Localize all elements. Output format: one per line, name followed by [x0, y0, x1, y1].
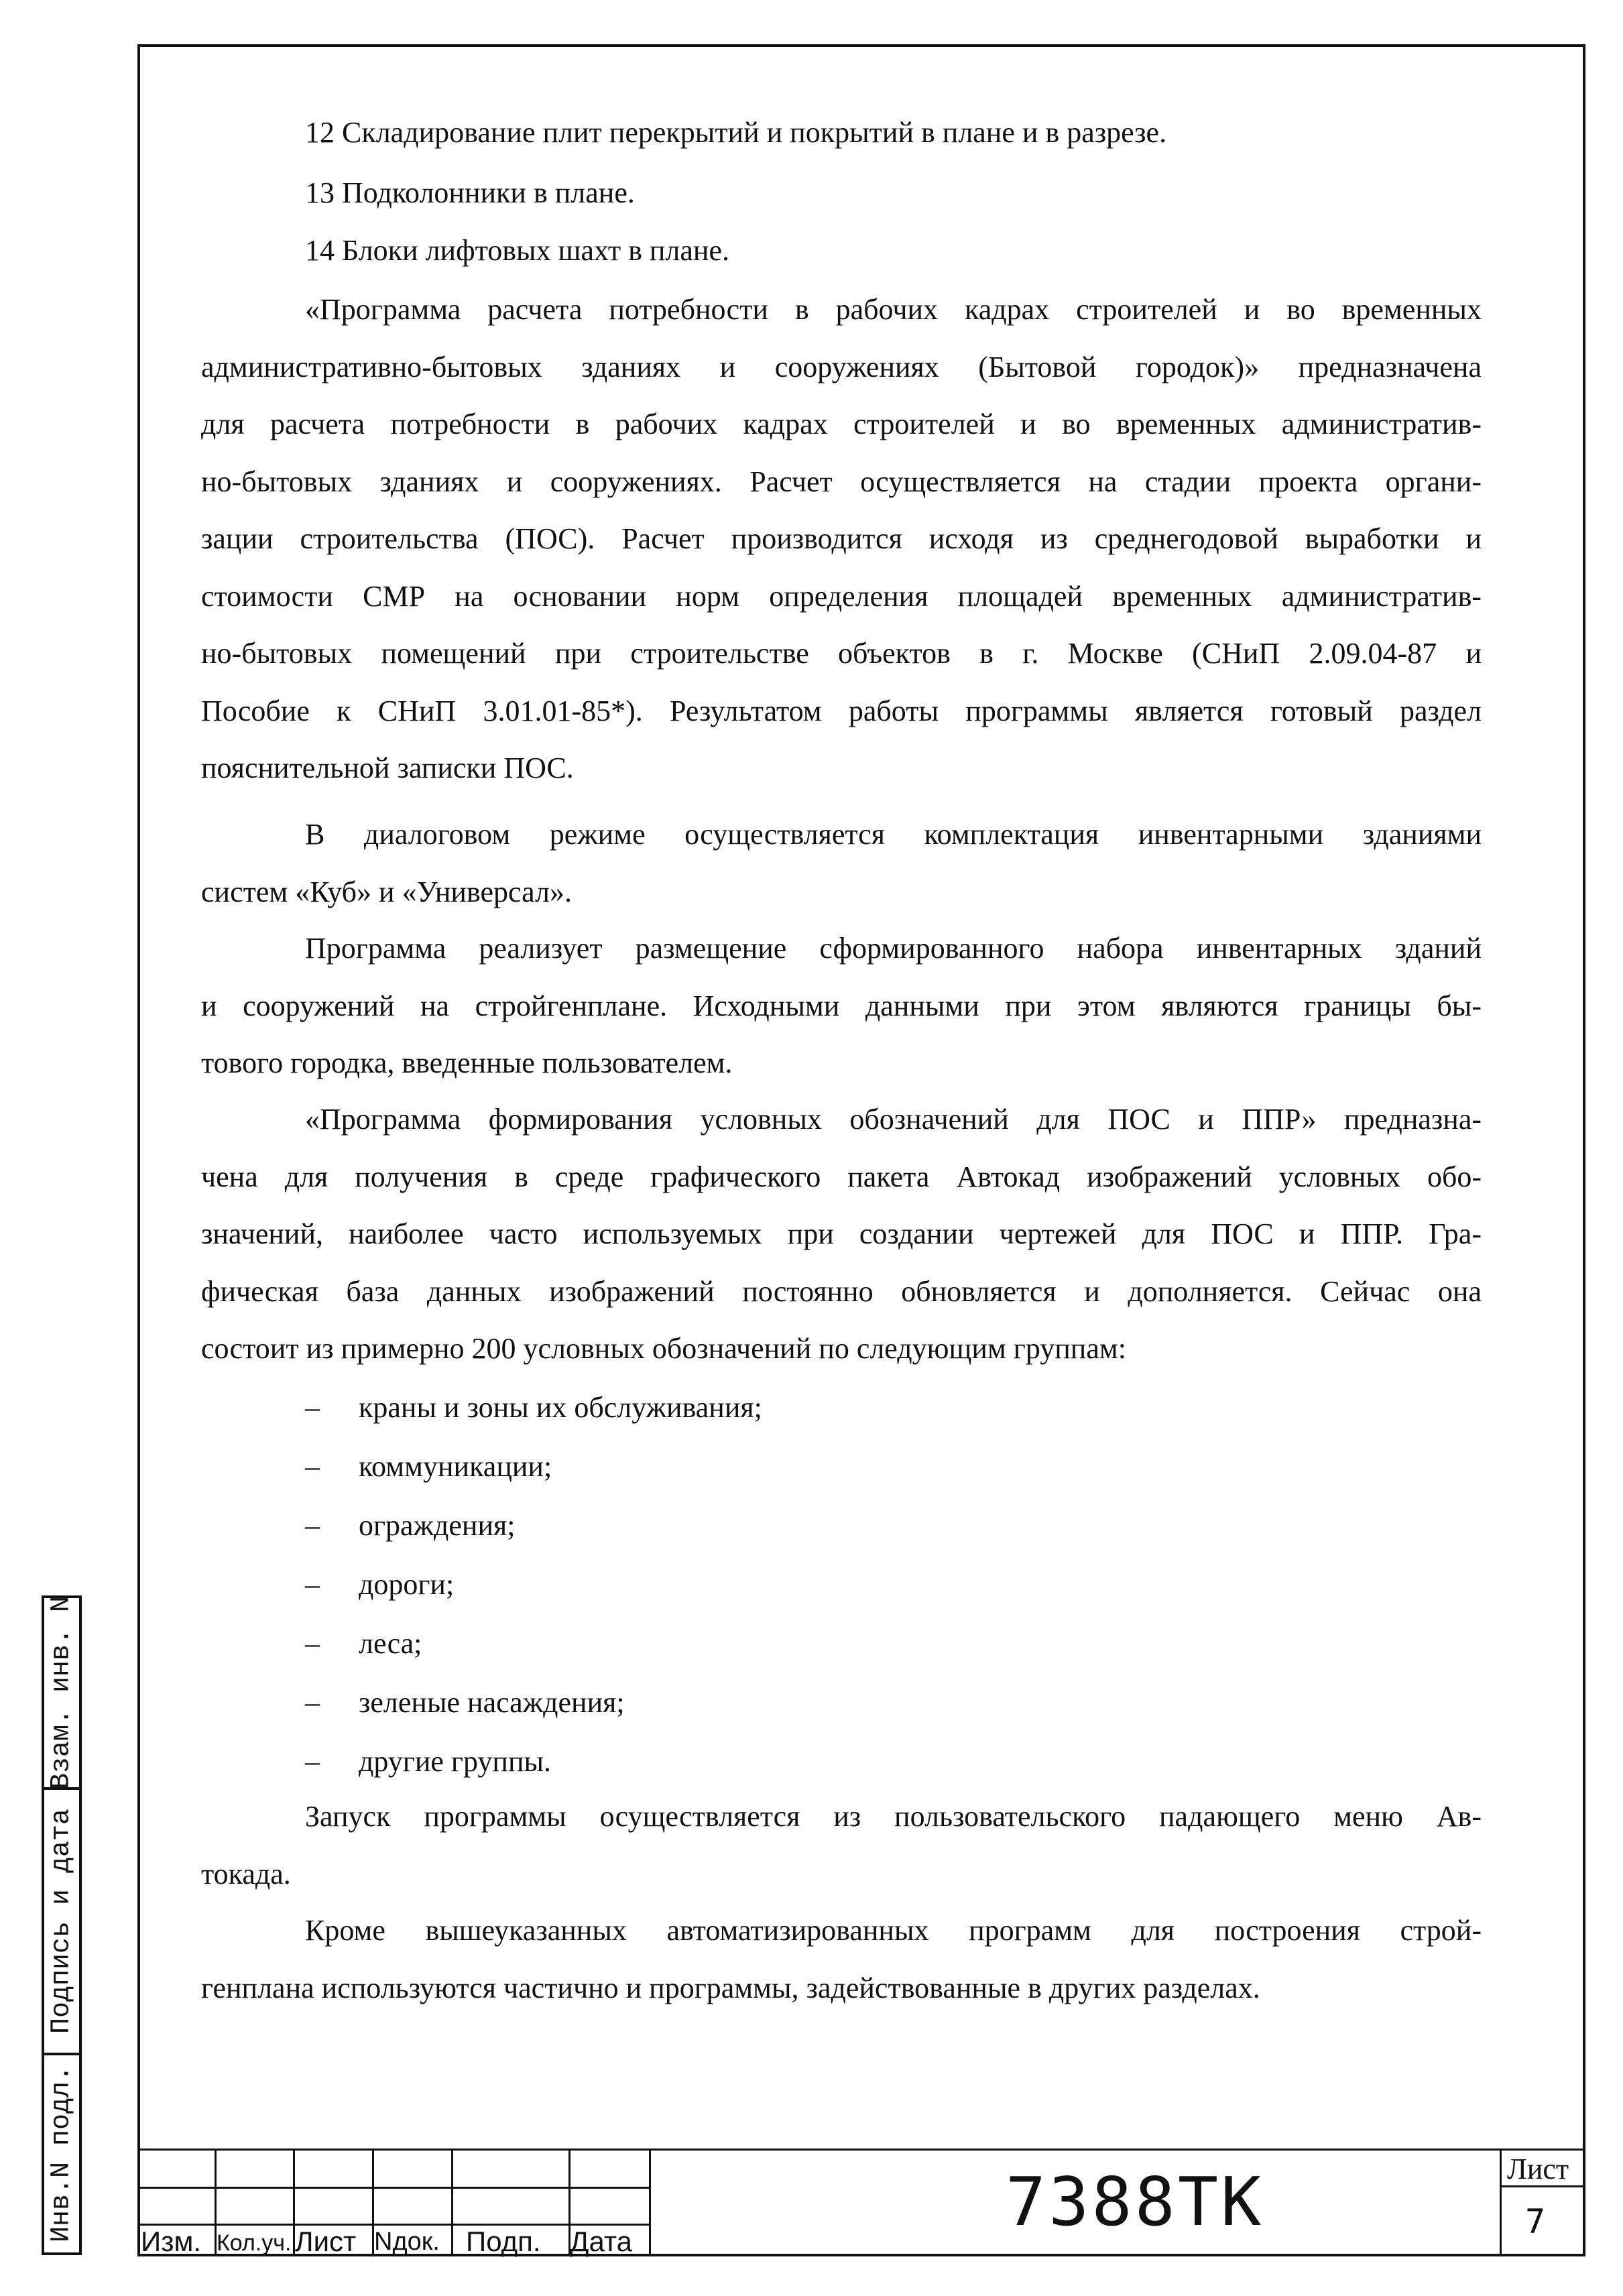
col-list: Лист [295, 2226, 357, 2257]
list-item: леса; [359, 1627, 422, 1660]
body-text-line [201, 462, 1482, 502]
col-izm: Изм. [141, 2226, 201, 2257]
stamp-inv-podl [42, 2053, 82, 2255]
body-text: токада. [201, 1857, 291, 1890]
item-13: 13 Подколонники в плане. [305, 176, 635, 209]
body-text: и сооружений на стройгенплане. Исходными данными при этом являются границы бы- [201, 989, 1482, 1022]
title-block-top-rule [137, 2149, 1585, 2151]
body-text-line [201, 1214, 1482, 1254]
body-text: состоит из примерно 200 условных обозначений по следующим группам: [201, 1332, 1126, 1365]
body-text-line [305, 1911, 1482, 1951]
sheet-row-rule [1500, 2185, 1585, 2187]
body-text-line [305, 1797, 1482, 1837]
body-text: «Программа расчета потребности в рабочих кадрах строителей и во временных [305, 293, 1482, 326]
body-text: Запуск программы осуществляется из пользовательского падающего меню Ав- [305, 1800, 1482, 1833]
list-item: краны и зоны их обслуживания; [359, 1391, 762, 1424]
col-data: Дата [570, 2226, 633, 2257]
body-text: «Программа формирования условных обозначений для ПОС и ППР» предназна- [305, 1103, 1482, 1136]
body-text: тового городка, введенные пользователем. [201, 1046, 733, 1079]
body-text-line [201, 633, 1482, 674]
stamp-vzam-inv-label: Взам. инв. N [46, 1595, 77, 1790]
body-text-line [305, 814, 1482, 855]
stamp-inv-podl-label: Инв.N подл. [46, 2065, 77, 2243]
body-text-line [201, 347, 1482, 387]
body-text-line [201, 404, 1482, 444]
title-block-col-rule [649, 2149, 651, 2256]
stamp-vzam-inv [42, 1595, 82, 1790]
body-text-line [305, 928, 1482, 969]
list-item: другие группы. [359, 1745, 552, 1778]
col-podp: Подп. [466, 2226, 541, 2257]
body-text-line [201, 748, 574, 788]
body-text: фическая база данных изображений постоянно обновляется и дополняется. Сейчас она [201, 1274, 1482, 1308]
body-text-line [201, 1854, 291, 1894]
sheet-label: Лист [1507, 2153, 1569, 2185]
body-text-line [201, 986, 1482, 1026]
body-text: зации строительства (ПОС). Расчет производится исходя из среднегодовой выработки и [201, 522, 1482, 555]
list-item: зеленые насаждения; [359, 1686, 625, 1719]
body-text: пояснительной записки ПОС. [201, 751, 574, 784]
list-bullet: – [305, 1568, 320, 1601]
item-12: 12 Складирование плит перекрытий и покрытий в плане и в разрезе. [305, 116, 1167, 149]
list-bullet: – [305, 1745, 320, 1778]
body-text: Пособие к СНиП 3.01.01-85*). Результатом работы программы является готовый раздел [201, 694, 1482, 727]
body-text-line [201, 1968, 1260, 2008]
body-text: чена для получения в среде графического пакета Автокад изображений условных обо- [201, 1160, 1482, 1193]
list-item: дороги; [359, 1568, 455, 1601]
body-text: но-бытовых зданиях и сооружениях. Расчет осуществляется на стадии проекта органи- [201, 465, 1482, 498]
body-text: систем «Куб» и «Универсал». [201, 875, 572, 908]
body-text: административно-бытовых зданиях и сооружениях (Бытовой городок)» предназначена [201, 350, 1482, 383]
body-text: В диалоговом режиме осуществляется комплектация инвентарными зданиями [305, 818, 1482, 851]
body-text: Кроме вышеуказанных автоматизированных программ для построения строй- [305, 1914, 1482, 1947]
body-text-line [201, 577, 1482, 617]
body-text-line [201, 1272, 1482, 1312]
body-text: но-бытовых помещений при строительстве объектов в г. Москве (СНиП 2.09.04-87 и [201, 637, 1482, 670]
list-bullet: – [305, 1450, 320, 1483]
list-bullet: – [305, 1391, 320, 1424]
document-code: 7388ТК [1006, 2163, 1264, 2241]
list-item: ограждения; [359, 1509, 516, 1542]
body-text: для расчета потребности в рабочих кадрах строителей и во временных административ- [201, 408, 1482, 440]
list-bullet: – [305, 1627, 320, 1660]
body-text-line [201, 691, 1482, 731]
body-text-line [305, 1099, 1482, 1140]
body-text: Программа реализует размещение сформированного набора инвентарных зданий [305, 932, 1482, 965]
list-item: коммуникации; [359, 1450, 552, 1483]
title-block-col-rule [451, 2149, 453, 2256]
body-text: стоимости СМР на основании норм определения площадей временных административ- [201, 579, 1482, 613]
body-text-line [201, 1329, 1126, 1369]
sheet-number: 7 [1525, 2202, 1546, 2241]
list-bullet: – [305, 1509, 320, 1542]
body-text-line [201, 1043, 733, 1083]
item-14: 14 Блоки лифтовых шахт в плане. [305, 234, 729, 267]
col-ndok: Nдок. [374, 2228, 440, 2256]
body-text-line [201, 1157, 1482, 1197]
body-text-line [201, 519, 1482, 559]
body-text-line [305, 290, 1482, 330]
body-text-line [201, 872, 572, 912]
body-text: генплана используются частично и программы, задействованные в других разделах. [201, 1971, 1260, 2004]
stamp-signature-date [42, 1787, 82, 2055]
list-bullet: – [305, 1686, 320, 1719]
body-text: значений, наиболее часто используемых при создании чертежей для ПОС и ППР. Гра- [201, 1217, 1482, 1250]
stamp-signature-date-label: Подпись и дата [46, 1808, 77, 2035]
sheet-col-rule [1500, 2149, 1502, 2256]
col-kol-uch: Кол.уч. [217, 2230, 292, 2256]
